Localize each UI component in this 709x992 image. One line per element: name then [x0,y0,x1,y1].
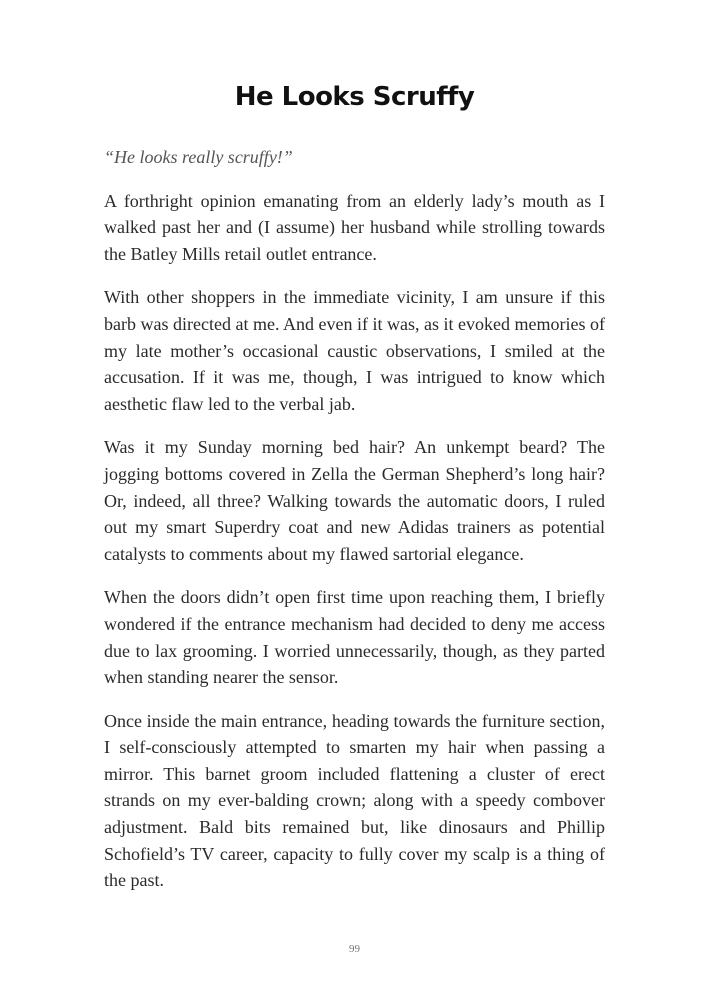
paragraph: When the doors didn’t open first time upon reaching them, I briefly wondered if the entrance mechanism had decided to deny me access due to lax grooming. I worried unnecessarily, though, as they parted when standing nearer the sensor. [104,587,605,688]
page-number: 99 [349,943,360,955]
paragraph: A forthright opinion emanating from an elderly lady’s mouth as I walked past her and (I assume) her husband while strolling towards the Batley Mills retail outlet entrance. [104,190,605,264]
chapter-title: He Looks Scruffy [234,82,475,112]
chapter-body [104,144,605,911]
paragraph: Once inside the main entrance, heading towards the furniture section, I self-consciously attempted to smarten my hair when passing a mirror. This barnet groom included flattening a cluster of erect strands on my ever-balding crown; along with a speedy combover adjustment. Bald bits remained but, like dinosaurs and Phillip Schofield’s TV career, capacity to fully cover my scalp is a thing of the past. [104,710,605,891]
opening-quote: “He looks really scruffy!” [104,147,293,167]
paragraph: With other shoppers in the immediate vicinity, I am unsure if this barb was directed at me. And even if it was, as it evoked memories of my late mother’s occasional caustic observations, I smiled at the accusation. If it was me, though, I was intrigued to know which aesthetic flaw led to the verbal jab. [104,287,605,414]
paragraph: Was it my Sunday morning bed hair? An unkempt beard? The jogging bottoms covered in Zella the German Shepherd’s long hair? Or, indeed, all three? Walking towards the automatic doors, I ruled out my smart Superdry coat and new Adidas trainers as potential catalysts to comments about my flawed sartorial elegance. [104,437,605,564]
